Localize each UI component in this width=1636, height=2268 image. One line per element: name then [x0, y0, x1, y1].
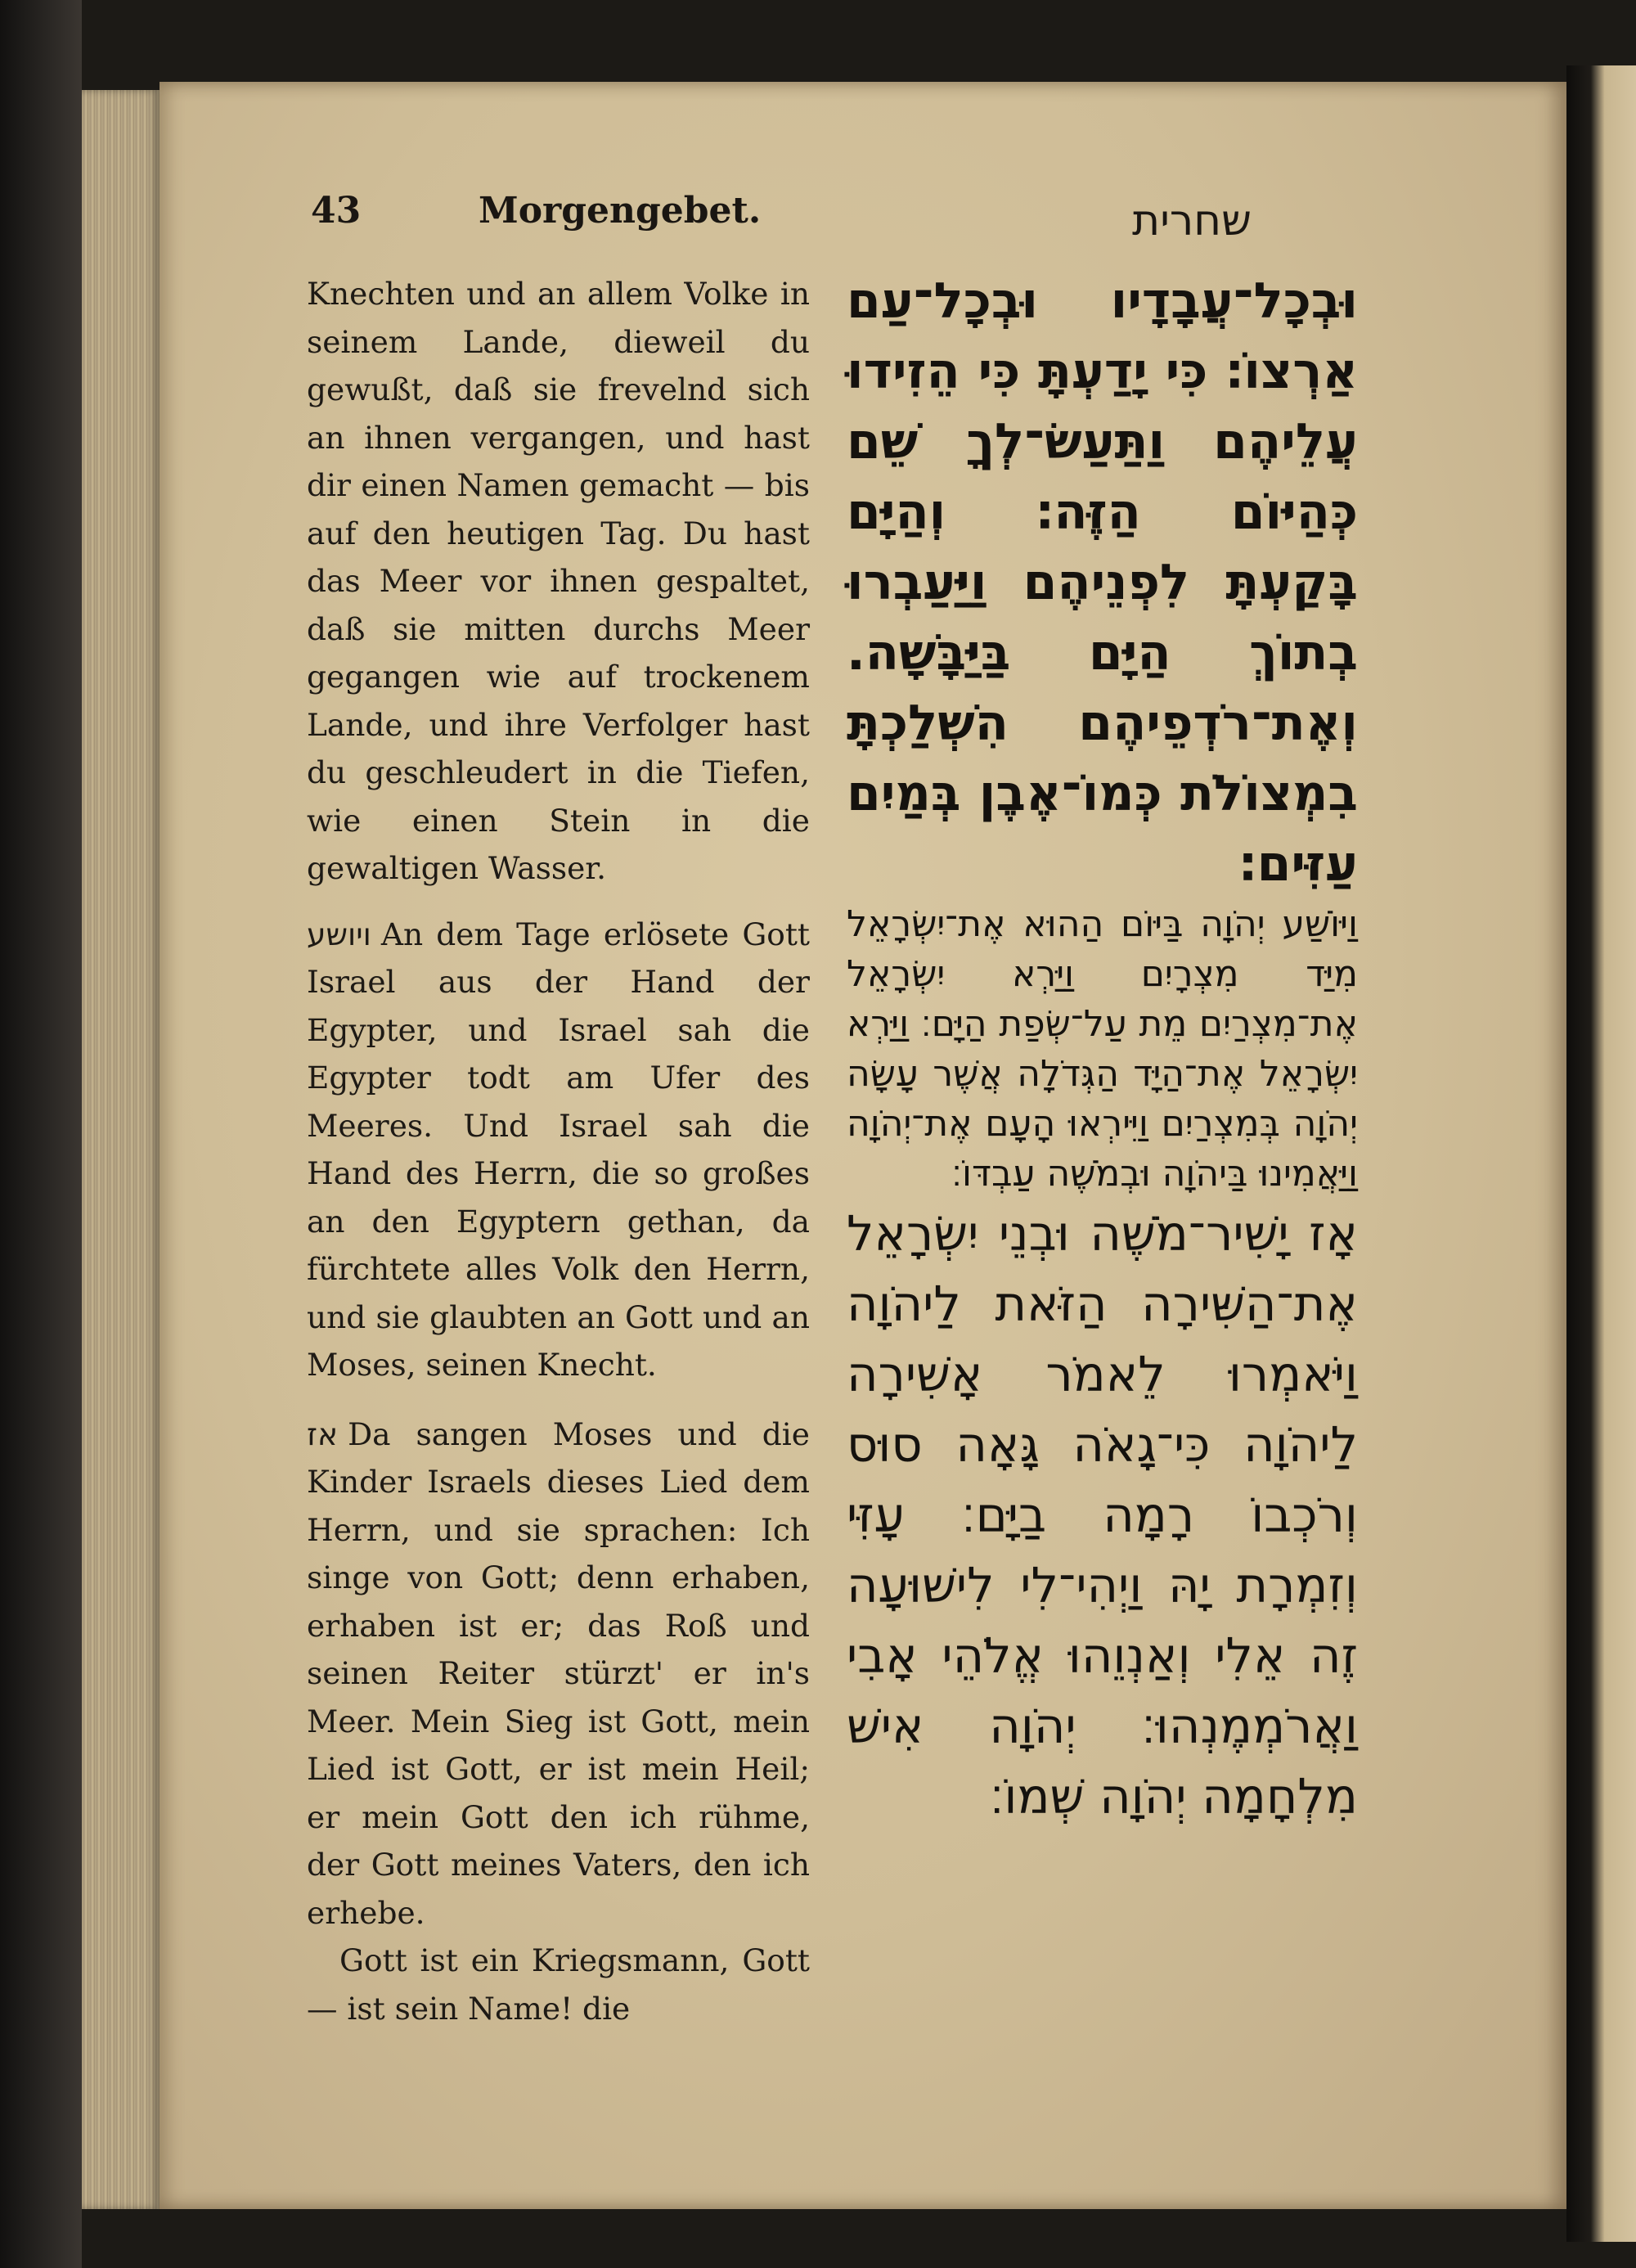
book-gutter [1566, 65, 1636, 2242]
german-paragraph [307, 911, 810, 1389]
german-paragraph-text: An dem Tage erlösete Gott Israel aus der Hand der Egypter, und Israel sah die Egypter todt am Ufer des Meeres. Und Israel sah die Hand des Herrn, die so großes an den Egyptern gethan, da fürchtete alles Volk den Herrn, und sie glaubten an Gott und an Moses, seinen Knecht. [307, 916, 810, 1383]
running-title-german: Morgengebet. [479, 190, 762, 232]
hebrew-block: וּבְכָל־עֲבָדָיו וּבְכָל־עַם אַרְצוֹ׃ כִּי יָדַעְתָּ כִּי הֵזִידוּ עֲלֵיהֶם וַתַּעַשׂ־לְךָ שֵׁם כְּהַיּוֹם הַזֶּה׃ וְהַיָּם בָּקַעְתָּ לִפְנֵיהֶם וַיַּעַבְרוּ בְתוֹךְ הַיָּם בַּיַּבָּשָׁה. וְאֶת־רֹדְפֵיהֶם הִשְׁלַכְתָּ בִמְצוֹלֹת כְּמוֹ־אֶבֶן בְּמַיִם עַזִּים׃ [847, 272, 1358, 893]
running-title-hebrew: שחרית [1132, 196, 1252, 245]
german-paragraph: Gott ist ein Kriegsmann, Gott — ist sein Name! die [307, 1942, 810, 2027]
german-paragraph: Knechten und an allem Volke in seinem Lande, dieweil du gewußt, daß sie frevelnd sich an ihnen vergangen, und hast dir einen Namen gemacht — bis auf den heutigen Tag. Du hast das Meer vor ihnen gespaltet, daß sie mitten durchs Meer gegangen wie auf trockenem Lande, und ihre Verfolger hast du geschleudert in die Tiefen, wie einen Stein in die gewaltigen Wasser. [307, 276, 810, 886]
hebrew-block: אָז יָשִׁיר־מֹשֶׁה וּבְנֵי יִשְׂרָאֵל אֶת־הַשִּׁירָה הַזֹּאת לַיהֹוָה וַיֹּאמְרוּ לֵאמֹר אָשִׁירָה לַיהֹוָה כִּי־גָאֹה גָּאָה סוּס וְרֹכְבוֹ רָמָה בַיָּם׃ עָזִּי וְזִמְרָת יָהּ וַיְהִי־לִי לִישׁוּעָה זֶה אֵלִי וְאַנְוֵהוּ אֱלֹהֵי אָבִי וַאֲרֹמְמֶנְהוּ׃ יְהֹוָה אִישׁ מִלְחָמָה יְהֹוָה שְׁמוֹ׃ [847, 1205, 1358, 1825]
hebrew-cue-word: ויושע [307, 916, 371, 952]
german-paragraph [307, 1411, 810, 1937]
german-paragraph-text: Da sangen Moses und die Kinder Israels dieses Lied dem Herrn, und sie sprachen: Ich singe von Gott; denn erhaben, erhaben ist er; das Roß und seinen Reiter stürzt' er in's Meer. Mein Sieg ist Gott, mein Lied ist Gott, er ist mein Heil; er mein Gott den ich rühme, der Gott meines Vaters, den ich erhebe. [307, 1415, 810, 1931]
german-translation-column [307, 270, 810, 2032]
book-cover-edge [0, 0, 82, 2268]
hebrew-cue-word: אז [307, 1415, 339, 1452]
page-number: 43 [311, 190, 362, 232]
page-edges [82, 90, 160, 2209]
hebrew-text-column [847, 266, 1358, 1832]
hebrew-block: וַיּוֹשַׁע יְהֹוָה בַּיּוֹם הַהוּא אֶת־יִשְׂרָאֵל מִיַּד מִצְרָיִם וַיַּרְא יִשְׂרָאֵל אֶת־מִצְרַיִם מֵת עַל־שְׂפַת הַיָּם׃ וַיַּרְא יִשְׂרָאֵל אֶת־הַיָּד הַגְּדֹלָה אֲשֶׁר עָשָׂה יְהֹוָה בְּמִצְרַיִם וַיִּירְאוּ הָעָם אֶת־יְהֹוָה וַיַּאֲמִינוּ בַּיהֹוָה וּבְמֹשֶׁה עַבְדּוֹ׃ [847, 903, 1358, 1195]
